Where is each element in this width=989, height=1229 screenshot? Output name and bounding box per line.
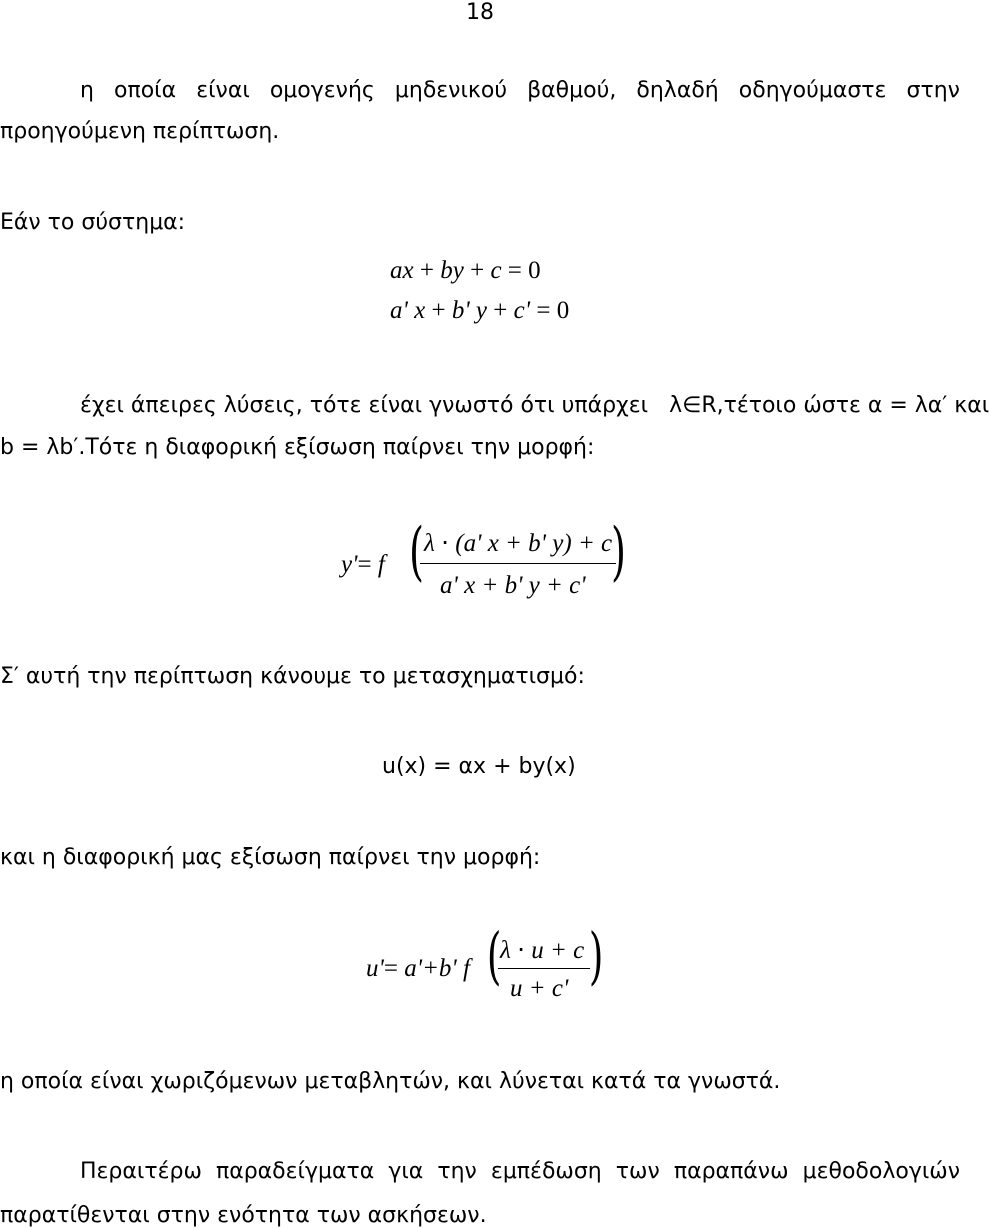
formula1-num-group: (a' x + b' y)	[455, 530, 572, 557]
paragraph-1-line-2: προηγούμενη περίπτωση.	[0, 119, 280, 144]
paragraph-7-word: Περαιτέρω	[80, 1159, 202, 1184]
formula2-u-prime: u'	[366, 955, 384, 982]
equation-1	[390, 258, 541, 283]
paragraph-3-line-2: b = λb′.Τότε η διαφορική εξίσωση παίρνει την μορφή:	[0, 435, 595, 460]
page-number: 18	[466, 0, 494, 25]
paragraph-7-line-1	[80, 1161, 960, 1183]
eq1-term-by: by	[440, 257, 464, 284]
eq1-term-c: c	[490, 257, 502, 284]
formula2-left-paren: (	[486, 919, 502, 992]
formula2-coefficient: a'+b'	[404, 955, 457, 982]
eq1-term-ax: ax	[390, 257, 414, 284]
eq2-term-ax: a' x	[390, 297, 426, 324]
paragraph-1-word: οδηγούμαστε	[738, 78, 887, 103]
eq2-term-by: b' y	[451, 297, 488, 324]
paragraph-7-word: των	[615, 1159, 660, 1184]
formula2-num-rest: u + c	[531, 937, 585, 964]
formula1-equals: =	[357, 551, 372, 578]
paragraph-1-word: βαθμού,	[527, 78, 617, 103]
paragraph-1-word: είναι	[196, 78, 250, 103]
formula2-right-paren: )	[588, 919, 604, 992]
paragraph-1-word: στην	[906, 78, 960, 103]
formula2-denominator: u + c'	[510, 975, 569, 1002]
formula1-lhs	[341, 552, 385, 577]
formula2-fraction-bar	[498, 968, 590, 969]
formula2-numerator	[500, 938, 584, 963]
p3-text-b: R,τέτοιο ώστε α = λα′ και	[701, 393, 989, 418]
paragraph-2: Εάν το σύστημα:	[0, 210, 186, 235]
paragraph-7-word: παραδείγματα	[215, 1159, 375, 1184]
paragraph-1-word: οποία	[114, 78, 177, 103]
formula2-f: f	[463, 955, 470, 982]
paragraph-7-word: για	[388, 1159, 424, 1184]
formula1-num-tail: + c	[577, 530, 613, 557]
formula1-left-paren: (	[408, 515, 424, 589]
paragraph-6: η οποία είναι χωριζόμενων μεταβλητών, και λύνεται κατά τα γνωστά.	[0, 1069, 781, 1094]
eq1-rhs: 0	[528, 257, 541, 284]
paragraph-7-word: μεθοδολογιών	[802, 1159, 960, 1184]
formula2-equals: =	[383, 955, 398, 982]
paragraph-3-line-1	[80, 395, 989, 417]
eq2-term-c: c'	[513, 297, 531, 324]
paragraph-1-line-1	[80, 80, 960, 102]
paragraph-4: Σ′ αυτή την περίπτωση κάνουμε το μετασχηματισμό:	[0, 664, 585, 689]
transformation-equation: u(x) = αx + by(x)	[382, 754, 576, 779]
paragraph-5: και η διαφορική μας εξίσωση παίρνει την μορφή:	[0, 845, 541, 870]
paragraph-1-word: μηδενικού	[394, 78, 508, 103]
paragraph-7-word: εμπέδωση	[490, 1159, 602, 1184]
eq2-equals: =	[536, 297, 551, 324]
eq2-plus-2: +	[493, 297, 508, 324]
paragraph-1-word: δηλαδή	[636, 78, 719, 103]
paragraph-7-line-2: παρατίθενται στην ενότητα των ασκήσεων.	[0, 1203, 487, 1228]
formula1-right-paren: )	[610, 515, 626, 589]
formula2-num-dot: ⋅	[517, 937, 526, 964]
formula1-num-lambda: λ	[424, 530, 435, 557]
paragraph-1-word: ομογενής	[269, 78, 375, 103]
eq1-plus-1: +	[419, 257, 434, 284]
eq1-equals: =	[507, 257, 522, 284]
formula2-lhs	[366, 956, 470, 981]
paragraph-1-word: η	[80, 78, 94, 103]
eq1-plus-2: +	[470, 257, 485, 284]
formula2-num-lambda: λ	[500, 937, 511, 964]
eq2-rhs: 0	[556, 297, 570, 324]
element-of-symbol: ∈	[682, 393, 702, 418]
p3-text-a: έχει άπειρες λύσεις, τότε είναι γνωστό ότι υπάρχει	[80, 393, 649, 418]
formula1-denominator: a' x + b' y + c'	[440, 572, 586, 599]
formula1-y-prime: y'	[341, 551, 358, 578]
formula1-num-dot: ⋅	[441, 530, 450, 557]
formula1-f: f	[377, 551, 385, 578]
formula1-numerator	[424, 531, 612, 556]
lambda-symbol: λ	[669, 393, 683, 418]
formula1-fraction-bar	[420, 563, 616, 564]
paragraph-7-word: παραπάνω	[673, 1159, 789, 1184]
equation-2	[390, 298, 569, 323]
eq2-plus-1: +	[431, 297, 446, 324]
paragraph-7-word: την	[437, 1159, 477, 1184]
